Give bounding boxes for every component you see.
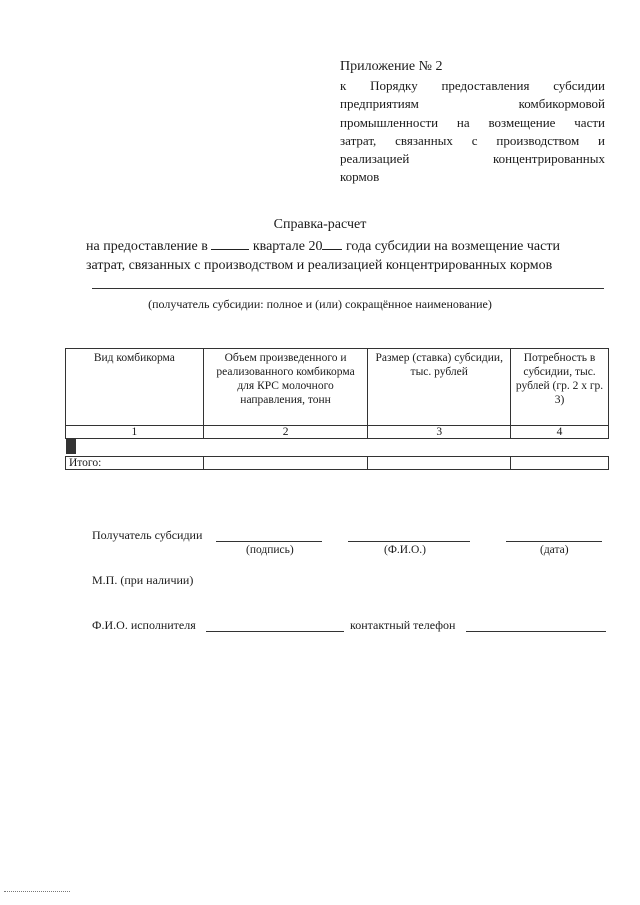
- column-number: 3: [368, 426, 511, 439]
- appendix-number: Приложение № 2: [340, 59, 443, 74]
- table-header-row: [66, 349, 609, 426]
- name-caption: (Ф.И.О.): [384, 544, 426, 556]
- appendix-line: затрат, связанных с производством и: [340, 132, 605, 148]
- name-line[interactable]: [348, 528, 470, 542]
- document-title: Справка-расчет: [273, 217, 367, 232]
- subtitle-middle: квартале 20: [252, 239, 323, 254]
- column-number: 1: [66, 426, 204, 439]
- appendix-line: реализацией концентрированных: [340, 151, 605, 167]
- appendix-line: промышленности на возмещение части: [340, 114, 605, 130]
- quarter-blank[interactable]: [211, 237, 249, 250]
- executor-name-line[interactable]: [206, 618, 344, 632]
- executor-label: Ф.И.О. исполнителя: [92, 618, 196, 632]
- recipient-label: Получатель субсидии: [92, 528, 203, 542]
- subtitle-line-2: затрат, связанных с производством и реализацией концентрированных кормов: [86, 258, 553, 273]
- stamp-label: М.П. (при наличии): [92, 573, 194, 587]
- header-cell: Потребность в субсидии, тыс. рублей (гр. 2 х гр. 3): [511, 349, 609, 426]
- appendix-line: кормов: [340, 169, 380, 185]
- appendix-line: предприятиям комбикормовой: [340, 96, 605, 112]
- column-number: 2: [203, 426, 368, 439]
- table-cell[interactable]: [368, 457, 511, 470]
- table-row: [71, 439, 76, 452]
- phone-line[interactable]: [466, 618, 606, 632]
- total-label: Итого:: [66, 457, 204, 470]
- table-cell[interactable]: [203, 457, 368, 470]
- subtitle-line-1: [86, 237, 610, 255]
- subtitle-suffix: года субсидии на возмещение части: [345, 239, 560, 254]
- year-blank[interactable]: [322, 237, 342, 250]
- signature-line[interactable]: [216, 528, 322, 542]
- date-line[interactable]: [506, 528, 602, 542]
- header-cell: Объем произведенного и реализованного комбикорма для КРС молочного направления, тонн: [203, 349, 368, 426]
- subtitle-prefix: на предоставление в: [86, 239, 208, 254]
- sign-caption: (подпись): [246, 544, 294, 556]
- column-number: 4: [511, 426, 609, 439]
- date-caption: (дата): [540, 544, 569, 556]
- header-cell: Размер (ставка) субсидии, тыс. рублей: [368, 349, 511, 426]
- subsidy-table: [65, 348, 609, 470]
- table-cell[interactable]: [511, 457, 609, 470]
- appendix-block: [340, 58, 605, 186]
- table-cell[interactable]: [74, 440, 75, 454]
- recipient-caption: (получатель субсидии: полное и (или) сокращённое наименование): [148, 297, 492, 311]
- phone-label: контактный телефон: [350, 618, 456, 632]
- scan-mark: [4, 891, 70, 892]
- column-number-row: [66, 426, 609, 439]
- header-cell: Вид комбикорма: [66, 349, 204, 426]
- recipient-name-line[interactable]: [92, 288, 604, 289]
- appendix-line: к Порядку предоставления субсидии: [340, 78, 605, 94]
- total-row: [66, 457, 609, 470]
